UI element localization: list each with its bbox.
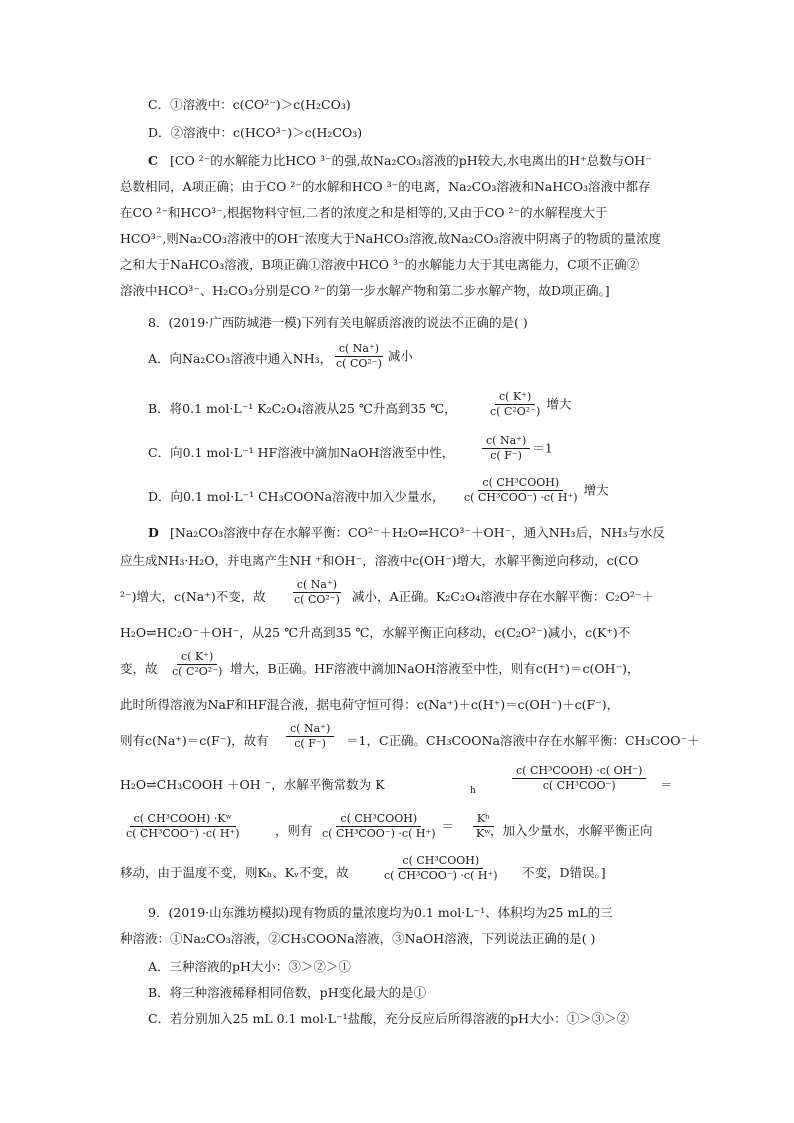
text-line: A．三种溶液的pH大小：③＞②＞① [148, 959, 351, 974]
text-line: B．将0.1 mol·L⁻¹ K₂C₂O₄溶液从25 ℃升高到35 ℃， [148, 401, 457, 416]
numerator: c( CH³COOH) ·Kʷ [130, 812, 236, 827]
numerator: c( K⁺) [495, 390, 535, 405]
text-line: HCO³⁻,则Na₂CO₃溶液中的OH⁻浓度大于NaHCO₃溶液,故Na₂CO₃溶液中阴离子的物质的量浓度 [120, 231, 662, 246]
numerator: c( K⁺) [177, 650, 217, 665]
fraction-expression [480, 434, 553, 463]
denominator: c( F⁻) [294, 737, 326, 750]
fraction [168, 650, 226, 679]
numerator: c( Na⁺) [293, 578, 341, 593]
text-line: ＝ [660, 777, 673, 792]
numerator: c( CH³COOH) ·c( OH⁻) [512, 764, 646, 779]
numerator: c( Na⁺) [286, 722, 334, 737]
answer-letter: D [148, 525, 159, 540]
text-line: 增大，B正确。HF溶液中滴加NaOH溶液至中性，则有c(H⁺)＝c(OH⁻)， [230, 661, 640, 676]
fraction [318, 812, 440, 841]
fraction-expression [330, 342, 413, 371]
text-line: 应生成NH₃·H₂O，并电离产生NH ⁺和OH⁻，溶液中c(OH⁻)增大，水解平衡逆向移动，c(CO [120, 553, 639, 568]
denominator: c( CH³COO⁻) ·c( H⁺) [322, 827, 436, 840]
fraction [286, 722, 334, 751]
fraction [486, 390, 544, 419]
fraction [512, 764, 646, 793]
numerator: c( CH³COOH) [336, 812, 421, 827]
fraction-expression [510, 764, 648, 793]
numerator: Kʰ [473, 812, 494, 827]
numerator: c( CH³COOH) [478, 476, 563, 491]
text-line: 在CO ²⁻和HCO³⁻,根据物料守恒,二者的浓度之和是相等的,又由于CO ²⁻的水解程度大于 [120, 205, 608, 220]
text-line: 种溶液：①Na₂CO₃溶液，②CH₃COONa溶液，③NaOH溶液，下列说法正确的是( ) [120, 931, 596, 946]
text-line: H₂O⇌HC₂O⁻＋OH⁻，从25 ℃升高到35 ℃，水解平衡正向移动，c(C₂O²⁻)减小，c(K⁺)不 [120, 625, 631, 640]
denominator: c( C²O²⁻) [172, 665, 223, 678]
fraction-expression [284, 722, 336, 751]
fraction-expression [120, 812, 246, 841]
text-line: 之和大于NaHCO₃溶液，B项正确①溶液中HCO ³⁻的水解能力大于其电离能力，C项不正确② [120, 257, 640, 272]
fraction-suffix: ＝1 [532, 440, 553, 456]
text-line: 变，故 [120, 661, 158, 676]
fraction-suffix: ＝ [441, 818, 455, 834]
text-line: ²⁻)增大，c(Na⁺)不变，故 [120, 589, 266, 604]
denominator: c( F⁻) [490, 449, 522, 462]
denominator: c( C²O²⁻) [490, 405, 541, 418]
fraction [290, 578, 344, 607]
text-line: 减小，A正确。K₂C₂O₄溶液中存在水解平衡：C₂O²⁻＋ [352, 589, 655, 604]
fraction [122, 812, 244, 841]
fraction-expression [288, 578, 346, 607]
text-line: C．若分别加入25 mL 0.1 mol·L⁻¹盐酸，充分反应后所得溶液的pH大小：①＞③＞② [148, 1011, 630, 1026]
fraction-expression [484, 390, 571, 419]
text-line: C．向0.1 mol·L⁻¹ HF溶液中滴加NaOH溶液至中性， [148, 445, 455, 460]
denominator: c( CH³COO⁻) ·c( H⁺) [464, 491, 578, 504]
text-line: 8．(2019·广西防城港一模)下列有关电解质溶液的说法不正确的是( ) [148, 315, 528, 330]
text-line: A．向Na₂CO₃溶液中通入NH₃， [148, 351, 333, 366]
denominator: c( CH³COO⁻) [542, 779, 616, 792]
text-line: 溶液中HCO³⁻、H₂CO₃分别是CO ²⁻的第一步水解产物和第二步水解产物，故D项正确。] [120, 283, 610, 298]
denominator: Kʷ [476, 827, 491, 840]
text-line: ，加入少量水，水解平衡正向 [490, 823, 653, 838]
text-line: D．②溶液中：c(HCO³⁻)＞c(H₂CO₃) [148, 125, 363, 140]
fraction [472, 812, 495, 841]
text-line: C．①溶液中：c(CO²⁻)＞c(H₂CO₃) [148, 97, 351, 112]
fraction [380, 854, 502, 883]
fraction [332, 342, 386, 371]
text-line: [Na₂CO₃溶液中存在水解平衡：CO²⁻＋H₂O⇌HCO³⁻＋OH⁻，通入NH₃后，NH₃与水反 [170, 525, 665, 540]
fraction-expression [166, 650, 228, 679]
fraction-suffix: 减小 [387, 348, 413, 364]
text-line: H₂O⇌CH₃COOH ＋OH ⁻，水解平衡常数为 K [120, 777, 385, 792]
answer-letter: C [148, 153, 158, 168]
fraction-expression [458, 476, 609, 505]
text-line: ＝1，C正确。CH₃COONa溶液中存在水解平衡：CH₃COO⁻＋ [346, 733, 700, 748]
text-line: 不变，D错误。] [522, 865, 606, 880]
fraction-suffix: 增大 [583, 482, 609, 498]
fraction-suffix: 增大 [546, 396, 572, 412]
text-line: [CO ²⁻的水解能力比HCO ³⁻的强,故Na₂CO₃溶液的pH较大,水电离出的H⁺总数与OH⁻ [170, 153, 652, 168]
text-line: D．向0.1 mol·L⁻¹ CH₃COONa溶液中加入少量水， [148, 489, 445, 504]
text-line: 则有c(Na⁺)＝c(F⁻)，故有 [120, 733, 269, 748]
fraction [460, 476, 582, 505]
numerator: c( Na⁺) [335, 342, 383, 357]
kh-subscript: h [470, 786, 476, 796]
fraction [482, 434, 530, 463]
text-line: 移动，由于温度不变，则Kₕ、Kᵥ不变，故 [120, 865, 349, 880]
text-line: 9．(2019·山东潍坊模拟)现有物质的量浓度均为0.1 mol·L⁻¹、体积均为25 mL的三 [148, 905, 613, 920]
fraction-expression [470, 812, 497, 841]
denominator: c( CO²⁻) [336, 357, 382, 370]
text-line: ，则有 [275, 823, 313, 838]
denominator: c( CH³COO⁻) ·c( H⁺) [126, 827, 240, 840]
denominator: c( CH³COO⁻) ·c( H⁺) [384, 869, 498, 882]
fraction-expression [378, 854, 504, 883]
text-line: 总数相同，A项正确；由于CO ²⁻的水解和HCO ³⁻的电离，Na₂CO₃溶液和NaHCO₃溶液中都存 [120, 179, 651, 194]
text-line: 此时所得溶液为NaF和HF混合液，据电荷守恒可得：c(Na⁺)＋c(H⁺)＝c(OH⁻)＋c(F⁻)， [120, 697, 620, 712]
numerator: c( CH³COOH) [398, 854, 483, 869]
numerator: c( Na⁺) [482, 434, 530, 449]
text-line: B．将三种溶液稀释相同倍数，pH变化最大的是① [148, 985, 427, 1000]
fraction-expression [316, 812, 454, 841]
denominator: c( CO²⁻) [294, 593, 340, 606]
